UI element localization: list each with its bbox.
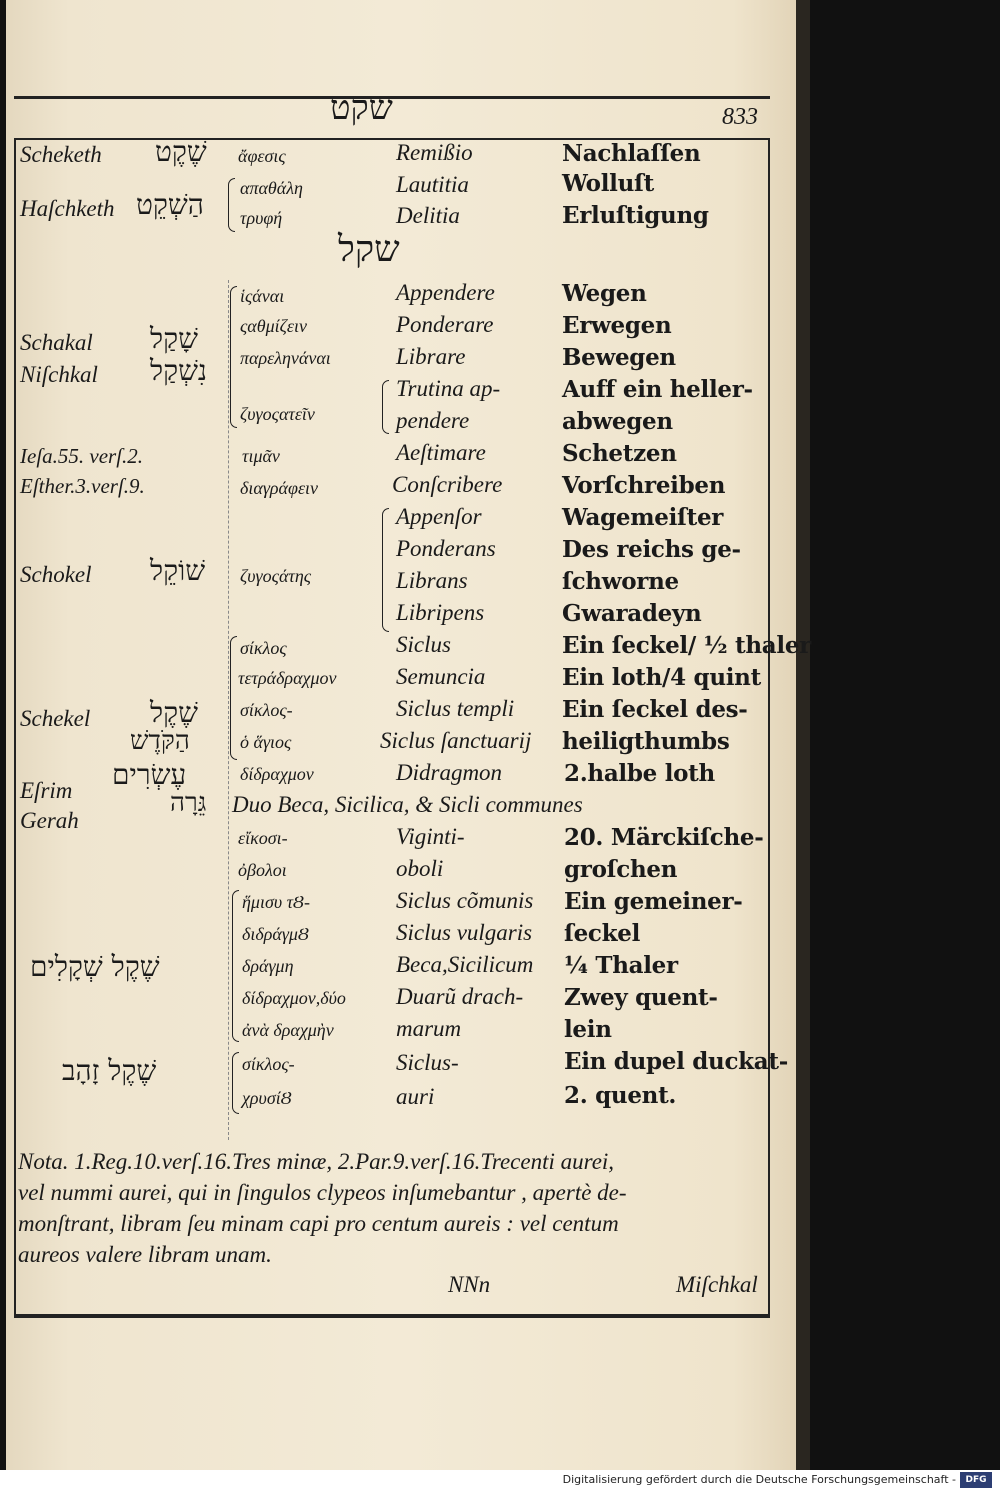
greek-cell: χρυσίȢ <box>242 1088 292 1108</box>
german-cell: 2.halbe loth <box>564 760 715 787</box>
nota-paragraph <box>18 1146 770 1270</box>
brace <box>232 890 239 1042</box>
dfg-logo-icon: DFG <box>960 1472 992 1488</box>
section-heading-hebrew: שקל <box>338 229 400 270</box>
greek-cell: σίκλος- <box>240 700 293 720</box>
latin-cell: marum <box>396 1016 462 1041</box>
latin-cell: Siclus ſanctuarij <box>380 728 532 753</box>
translit-cell: Eſther.3.verſ.9. <box>20 474 145 498</box>
latin-cell: Semuncia <box>396 664 486 689</box>
german-cell: ſchworne <box>562 568 679 595</box>
hebrew-cell: שָׁקַל <box>150 322 198 355</box>
hebrew-cell: הַשְׁקֵט <box>136 188 204 221</box>
german-cell: Wegen <box>562 280 647 307</box>
german-cell: Ein loth/4 quint <box>562 664 761 691</box>
brace <box>382 508 389 632</box>
greek-cell: δράγμη <box>242 956 294 976</box>
latin-cell: Siclus cõmunis <box>396 888 534 913</box>
greek-cell: τιμᾶν <box>242 446 280 466</box>
latin-cell: Librans <box>396 568 468 593</box>
german-cell: Schetzen <box>562 440 677 467</box>
greek-cell: δίδραχμον <box>240 764 314 784</box>
greek-cell: ἄφεσις <box>238 146 286 166</box>
german-cell: lein <box>564 1016 612 1043</box>
german-cell: Auff ein heller- <box>562 376 753 403</box>
greek-cell: ζυγοςάτης <box>240 566 312 586</box>
german-cell: Erwegen <box>562 312 672 339</box>
latin-cell: auri <box>396 1084 435 1109</box>
translit-cell: Scheketh <box>20 142 102 167</box>
greek-cell: ὁ ἅγιος <box>240 732 292 752</box>
latin-cell: Delitia <box>396 203 460 228</box>
latin-cell: Beca,Sicilicum <box>396 952 534 977</box>
german-cell: ſeckel <box>564 920 641 947</box>
signature-mark: NNn <box>448 1272 491 1297</box>
german-cell: groſchen <box>564 856 678 883</box>
column-rule-1 <box>228 280 229 1140</box>
german-cell: abwegen <box>562 408 673 435</box>
german-cell: Ein ſeckel des- <box>562 696 748 723</box>
greek-cell: ἱςάναι <box>240 286 285 306</box>
translit-cell: Haſchketh <box>20 196 115 221</box>
greek-cell: σίκλος <box>240 638 287 658</box>
latin-full-line: Duo Beca, Sicilica, & Sicli communes <box>232 792 583 817</box>
german-cell: 2. quent. <box>564 1082 677 1109</box>
greek-cell: ἥμισυ τȢ- <box>242 892 311 912</box>
latin-cell: Ponderans <box>396 536 496 561</box>
german-cell: Erluſtigung <box>562 202 709 229</box>
german-cell: Wagemeiſter <box>562 504 724 531</box>
hebrew-cell: עֶשְׂרִים <box>112 758 187 791</box>
nota-line: monſtrant, libram ſeu minam capi pro centum aureis : vel centum <box>18 1211 619 1236</box>
hebrew-cell: שׁוֹקֵל <box>150 554 206 587</box>
translit-cell: Schakal <box>20 330 93 355</box>
greek-cell: δίδραχμον,δύο <box>242 988 346 1008</box>
latin-cell: Didragmon <box>396 760 503 785</box>
translit-cell: Gerah <box>20 808 79 833</box>
greek-cell: ὀβολοι <box>238 860 287 880</box>
latin-cell: Siclus templi <box>396 696 515 721</box>
nota-line: vel nummi aurei, qui in ſingulos clypeos inſumebantur , apertè de- <box>18 1180 627 1205</box>
hebrew-cell: שֶׁקֶל <box>150 696 198 729</box>
german-cell: Ein dupel duckat- <box>564 1048 788 1075</box>
greek-cell: εἴκοσι- <box>238 828 288 848</box>
greek-cell: ςαθμίζειν <box>240 316 307 336</box>
german-cell: Des reichs ge- <box>562 536 741 563</box>
greek-cell: διδράγμȢ <box>242 924 309 944</box>
brace <box>230 286 237 428</box>
latin-cell: Librare <box>396 344 466 369</box>
nota-line: Nota. 1.Reg.10.verſ.16.Tres minæ, 2.Par.9.verſ.16.Trecenti aurei, <box>18 1149 615 1174</box>
latin-cell: Trutina ap- <box>396 376 501 401</box>
translit-cell: Niſchkal <box>20 362 98 387</box>
translit-cell: Schokel <box>20 562 92 587</box>
german-cell: Vorſchreiben <box>562 472 726 499</box>
latin-cell: Siclus <box>396 632 451 657</box>
funding-note: Digitalisierung gefördert durch die Deutsche Forschungsgemeinschaft - <box>562 1473 956 1486</box>
hebrew-cell: שֶׁקֶט <box>155 135 207 168</box>
translit-cell: Schekel <box>20 706 91 731</box>
latin-cell: oboli <box>396 856 444 881</box>
german-cell: Wolluſt <box>562 170 654 197</box>
hebrew-cell: נִשְׁקַל <box>150 354 208 387</box>
latin-cell: Siclus vulgaris <box>396 920 533 945</box>
latin-cell: Libripens <box>396 600 485 625</box>
latin-cell: Ponderare <box>396 312 494 337</box>
greek-cell: ζυγοςατεῖν <box>240 404 315 424</box>
digitization-footer <box>0 1470 1000 1492</box>
latin-cell: pendere <box>396 408 470 433</box>
greek-cell: παρεληνάναι <box>240 348 331 368</box>
hebrew-cell: הַקֹּדֶשׁ <box>130 726 190 756</box>
german-cell: Bewegen <box>562 344 676 371</box>
german-cell: ¼ Thaler <box>564 952 678 979</box>
latin-cell: Appendere <box>396 280 495 305</box>
greek-cell: ἀνὰ δραχμὴν <box>242 1020 334 1040</box>
brace <box>228 178 235 232</box>
latin-cell: Viginti- <box>396 824 465 849</box>
brace <box>232 1052 239 1114</box>
german-cell: 20. Märckiſche- <box>564 824 764 851</box>
page-number: 833 <box>722 104 758 130</box>
greek-cell: διαγράφειν <box>240 478 319 498</box>
translit-cell: Ieſa.55. verſ.2. <box>20 444 144 468</box>
greek-cell: τρυφή <box>240 208 283 228</box>
hebrew-cell: גֵּרָה <box>170 788 207 818</box>
latin-cell: Remißio <box>396 140 473 165</box>
brace <box>230 636 237 760</box>
german-cell: heiligthumbs <box>562 728 730 755</box>
greek-cell: σίκλος- <box>242 1054 295 1074</box>
german-cell: Zwey quent- <box>564 984 718 1011</box>
german-cell: Ein ſeckel/ ½ thaler <box>562 632 811 659</box>
latin-cell: Appenſor <box>396 504 482 529</box>
page-edge-shadow <box>796 0 810 1470</box>
hebrew-cell: שֶׁקֶל שְׁקָלִים <box>30 950 160 983</box>
german-cell: Gwaradeyn <box>562 600 702 627</box>
latin-cell: Lautitia <box>396 172 469 197</box>
german-cell: Ein gemeiner- <box>564 888 743 915</box>
catchword: Miſchkal <box>676 1272 758 1297</box>
brace <box>382 380 389 434</box>
greek-cell: απαθάλη <box>240 178 303 198</box>
nota-line: aureos valere libram unam. <box>18 1242 272 1267</box>
translit-cell: Eſrim <box>20 778 73 803</box>
latin-cell: Aeſtimare <box>396 440 486 465</box>
latin-cell: Duarũ drach- <box>396 984 524 1009</box>
latin-cell: Siclus- <box>396 1050 459 1075</box>
hebrew-cell: שֶׁקֶל זָהָב <box>62 1054 157 1087</box>
running-head-hebrew: שקט <box>330 88 393 128</box>
latin-cell: Conſcribere <box>392 472 503 497</box>
footer-rule <box>14 1316 770 1318</box>
german-cell: Nachlaſſen <box>562 140 701 167</box>
greek-cell: τετράδραχμον <box>238 668 337 688</box>
